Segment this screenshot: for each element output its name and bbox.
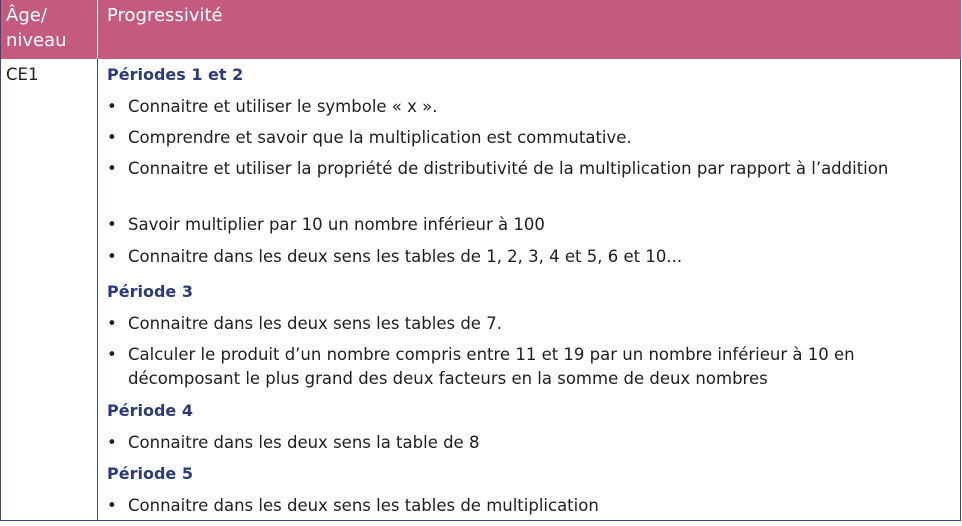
header-age-level: Âge/ niveau bbox=[6, 5, 67, 51]
list-item: • Connaitre et utiliser le symbole « x ». bbox=[107, 95, 937, 119]
period-title: Période 4 bbox=[107, 401, 193, 420]
list-item: • Comprendre et savoir que la multiplication est commutative. bbox=[107, 126, 937, 150]
bullet-icon: • bbox=[107, 496, 117, 515]
bullet-icon: • bbox=[107, 128, 117, 147]
header-progression: Progressivité bbox=[107, 5, 223, 26]
bullet-icon: • bbox=[107, 314, 117, 333]
period-title: Période 5 bbox=[107, 464, 193, 483]
header-divider bbox=[97, 0, 98, 59]
column-divider bbox=[97, 59, 98, 521]
period-title: Période 3 bbox=[107, 282, 193, 301]
list-item: • Calculer le produit d’un nombre compris entre 11 et 19 par un nombre inférieur à 10 en décomposant le plus grand des deux facteurs en la somme de deux nombres bbox=[107, 345, 855, 388]
level-cell: CE1 bbox=[6, 65, 39, 84]
list-item: • Connaitre dans les deux sens les tables de 1, 2, 3, 4 et 5, 6 et 10... bbox=[107, 245, 937, 269]
list-item: • Savoir multiplier par 10 un nombre inférieur à 100 bbox=[107, 213, 937, 237]
bullet-icon: • bbox=[107, 247, 117, 266]
list-item: • Connaitre dans les deux sens la table de 8 bbox=[107, 431, 937, 455]
bullet-icon: • bbox=[107, 97, 117, 116]
list-item: • Connaitre dans les deux sens les tables de 7. bbox=[107, 312, 937, 336]
bullet-icon: • bbox=[107, 215, 117, 234]
bullet-icon: • bbox=[107, 433, 117, 452]
list-item: • Connaitre dans les deux sens les tables de multiplication bbox=[107, 494, 937, 518]
table-header bbox=[1, 0, 961, 59]
bullet-icon: • bbox=[107, 159, 117, 178]
bullet-icon: • bbox=[107, 345, 117, 364]
period-title: Périodes 1 et 2 bbox=[107, 65, 244, 84]
list-item: • Connaitre et utiliser la propriété de distributivité de la multiplication par rapport à l’addition bbox=[107, 157, 937, 181]
